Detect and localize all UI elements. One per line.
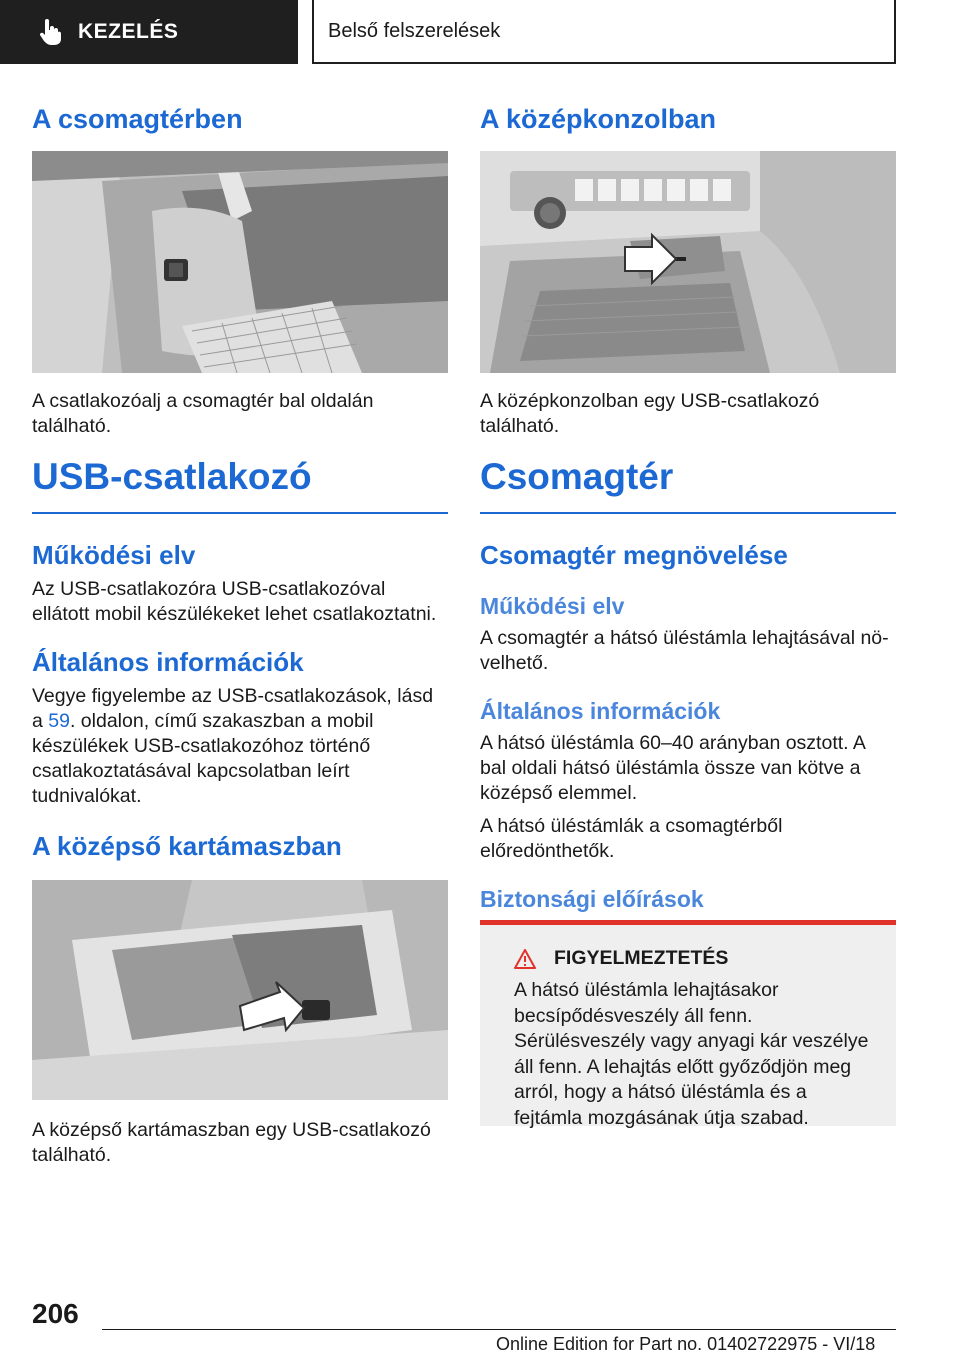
section-tab [0, 0, 298, 64]
warning-text: A hátsó üléstámla lehajtásakor becsípődésveszély áll fenn. Sérülésveszély vagy anyagi kár veszélye áll fenn. A lehajtás előtt győződjön meg arról, hogy a hátsó üléstámla és a fejtámla mozgásának útja szabad. [514, 979, 869, 1129]
hand-pointer-icon [40, 19, 62, 45]
warning-triangle-icon [514, 949, 536, 969]
enlarge-heading: Csomagtér megnövelése [480, 540, 788, 570]
general-info-heading: Általános információk [32, 647, 304, 677]
general-info-subheading: Általános információk [480, 698, 721, 724]
page-reference-link[interactable]: 59 [48, 710, 70, 732]
warning-header [514, 947, 878, 970]
safety-subheading: Biztonsági előírások [480, 886, 704, 912]
heading-rule [32, 512, 448, 514]
principle-text: Az USB-csatlakozóra USB-csatlakozóval ellátott mobil készülékeket lehet csatlakoztatni. [32, 578, 437, 625]
console-image [480, 151, 896, 373]
trunk-socket-caption: A csatlakozóalj a csomagtér bal oldalán található. [32, 390, 374, 437]
chapter-title: Belső felszerelések [328, 19, 501, 42]
heading-rule [480, 512, 896, 514]
trunk-socket-section [32, 104, 448, 439]
usb-section [32, 456, 448, 1168]
trunk-socket-image [32, 151, 448, 373]
chapter-title-bar [312, 0, 896, 64]
section-label: KEZELÉS [78, 20, 179, 43]
trunk-heading: Csomagtér [480, 456, 674, 497]
warning-box [480, 920, 896, 1129]
armrest-heading: A középső kartámaszban [32, 831, 342, 861]
general-info-text: Vegye figyelembe az USB-csatlakozások, lásd a 59. oldalon, című szakaszban a mobil készülékek USB-csatlakozóhoz történő csatlakoztatásával kapcsolatban leírt tudnivalókat. [32, 685, 434, 807]
footer-rule [102, 1329, 896, 1330]
console-usb-section [480, 104, 896, 439]
principle-heading: Működési elv [32, 540, 196, 570]
trunk-socket-heading: A csomagtérben [32, 104, 243, 134]
armrest-image [32, 880, 448, 1100]
usb-heading: USB-csatlakozó [32, 456, 312, 497]
principle-subheading: Működési elv [480, 593, 625, 619]
console-heading: A középkonzolban [480, 104, 717, 134]
console-caption: A középkonzolban egy USB-csatlakozó található. [480, 390, 820, 437]
armrest-caption: A középső kartámaszban egy USB-csatlakozó található. [32, 1119, 431, 1166]
warning-title: FIGYELMEZTETÉS [554, 947, 729, 969]
trunk-section [480, 456, 896, 913]
general-info-text-1: A hátsó üléstámla 60–40 arányban osztott. A bal oldali hátsó üléstámla össze van kötve a középső elemmel. [480, 732, 865, 804]
footer-edition: Online Edition for Part no. 01402722975 - VI/18 [496, 1334, 876, 1354]
general-info-text-2: A hátsó üléstámlák a csomagtérből előredönthetők. [480, 815, 783, 862]
principle-text: A csomagtér a hátsó üléstámla lehajtásával növelhető. [480, 627, 889, 674]
page-number: 206 [32, 1298, 79, 1329]
